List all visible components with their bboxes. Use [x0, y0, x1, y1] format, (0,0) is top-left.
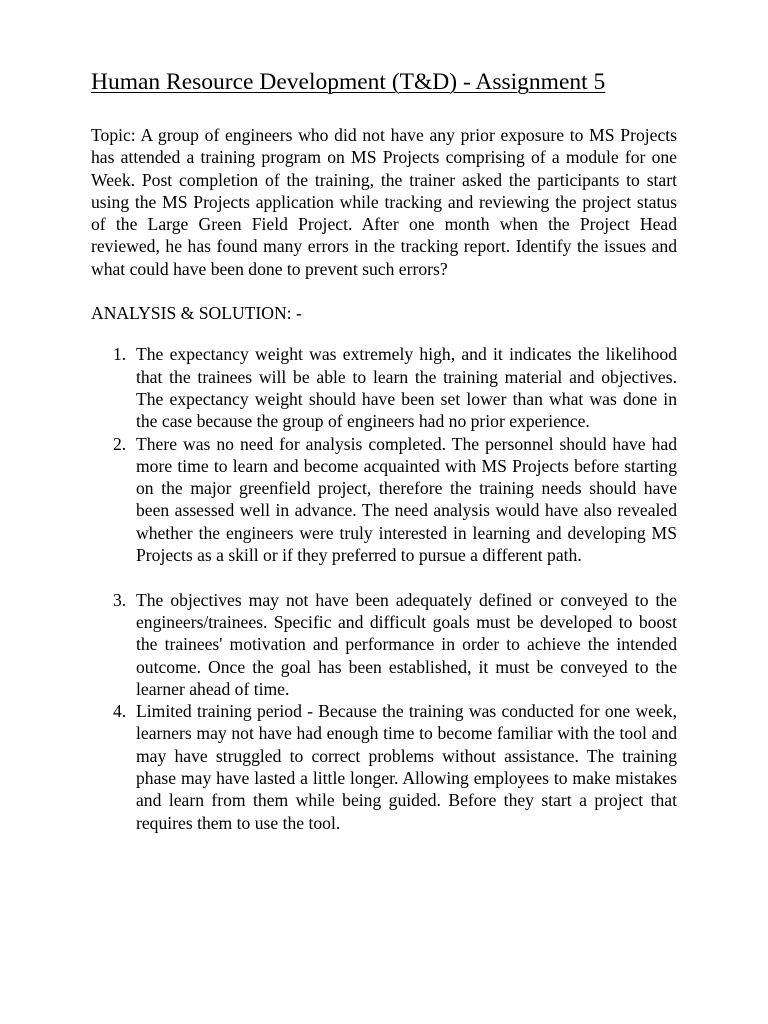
- list-item-number: 1.: [113, 344, 127, 365]
- list-item-number: 2.: [113, 433, 127, 454]
- analysis-list: [91, 343, 677, 834]
- list-item: [91, 589, 677, 700]
- list-item-text: The expectancy weight was extremely high, and it indicates the likelihood that the trainees will be able to learn the training material and objectives. The expectancy weight should have been set lower than what was done in the case because the group of engineers had no prior experience.: [136, 344, 677, 432]
- document-title: Human Resource Development (T&D) - Assignment 5: [91, 69, 606, 95]
- list-item-text: The objectives may not have been adequately defined or conveyed to the engineers/trainees. Specific and difficult goals must be developed to boost the trainees' motivation and performance in order to achieve the intended outcome. Once the goal has been established, it must be conveyed to the learner ahead of time.: [136, 589, 677, 699]
- list-item-text: Limited training period - Because the training was conducted for one week, learners may not have had enough time to become familiar with the tool and may have struggled to correct problems without assistance. The training phase may have lasted a little longer. Allowing employees to make mistakes and learn from them while being guided. Before they start a project that requires them to use the tool.: [136, 701, 677, 833]
- section-heading: ANALYSIS & SOLUTION: -: [91, 303, 302, 324]
- list-item: [91, 343, 677, 432]
- list-item-text: There was no need for analysis completed. The personnel should have had more time to learn and become acquainted with MS Projects before starting on the major greenfield project, therefore the training needs should have been assessed well in advance. The need analysis would have also revealed whether the engineers were truly interested in learning and developing MS Projects as a skill or if they preferred to pursue a different path.: [136, 433, 677, 566]
- list-item-number: 3.: [113, 589, 127, 610]
- list-item: [91, 433, 677, 567]
- list-item-number: 4.: [113, 701, 127, 722]
- list-item: [91, 700, 677, 834]
- topic-paragraph: Topic: A group of engineers who did not have any prior exposure to MS Projects has attended a training program on MS Projects comprising of a module for one Week. Post completion of the training, the trainer asked the participants to start using the MS Projects application while tracking and reviewing the project status of the Large Green Field Project. After one month when the Project Head reviewed, he has found many errors in the tracking report. Identify the issues and what could have been done to prevent such errors?: [91, 125, 677, 279]
- document-page: [91, 66, 677, 834]
